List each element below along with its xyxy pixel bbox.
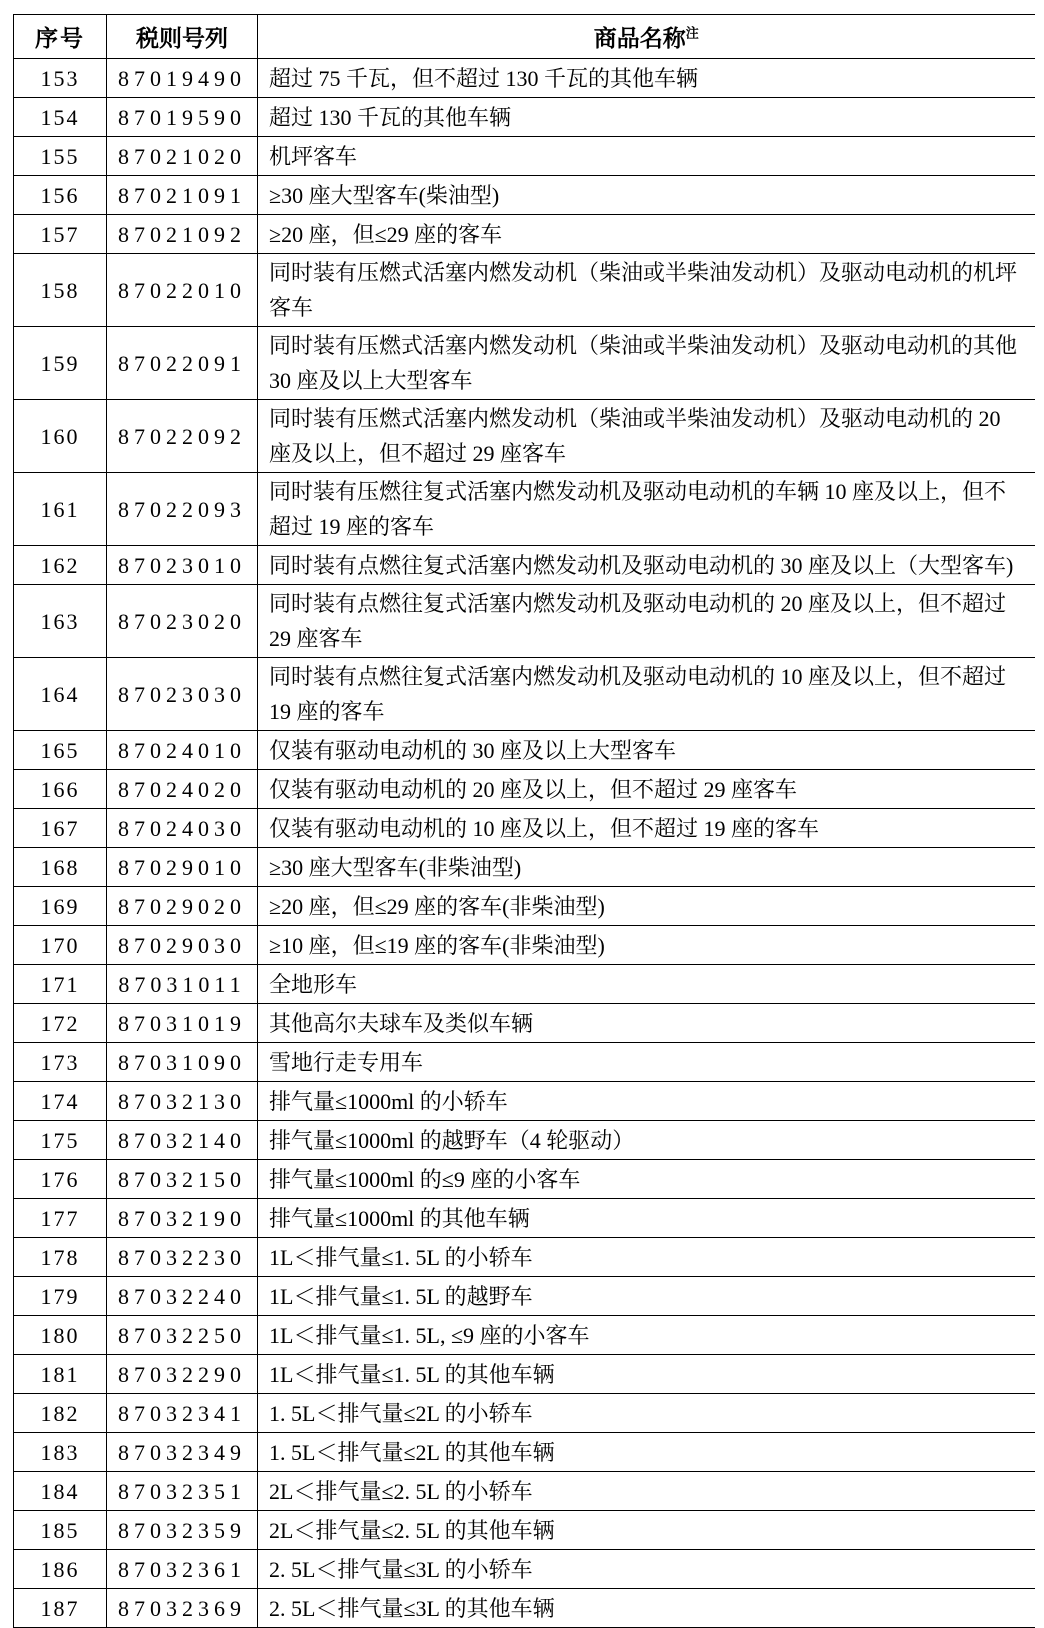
row-number: 185 — [14, 1511, 107, 1550]
tariff-code: 87021020 — [107, 137, 258, 176]
tariff-code: 87031011 — [107, 965, 258, 1004]
product-name: ≥20 座，但≤29 座的客车(非柴油型) — [258, 887, 1035, 926]
tariff-code: 87032190 — [107, 1199, 258, 1238]
table-row — [14, 1082, 1035, 1121]
tariff-code: 87032250 — [107, 1316, 258, 1355]
table-row — [14, 59, 1035, 98]
product-name: 同时装有点燃往复式活塞内燃发动机及驱动电动机的 20 座及以上，但不超过 29 座客车 — [258, 585, 1035, 658]
table-row — [14, 327, 1035, 400]
row-number: 164 — [14, 658, 107, 731]
row-number: 156 — [14, 176, 107, 215]
row-number: 155 — [14, 137, 107, 176]
table-row — [14, 1043, 1035, 1082]
row-number: 174 — [14, 1082, 107, 1121]
table-row — [14, 965, 1035, 1004]
product-name: 排气量≤1000ml 的其他车辆 — [258, 1199, 1035, 1238]
tariff-code: 87022010 — [107, 254, 258, 327]
tariff-code: 87029010 — [107, 848, 258, 887]
tariff-code: 87031090 — [107, 1043, 258, 1082]
product-name: 同时装有点燃往复式活塞内燃发动机及驱动电动机的 30 座及以上（大型客车) — [258, 546, 1035, 585]
row-number: 163 — [14, 585, 107, 658]
product-name: 同时装有压燃式活塞内燃发动机（柴油或半柴油发动机）及驱动电动机的其他 30 座及以上大型客车 — [258, 327, 1035, 400]
tariff-code: 87022092 — [107, 400, 258, 473]
table-row — [14, 400, 1035, 473]
table-row — [14, 546, 1035, 585]
table-row — [14, 1121, 1035, 1160]
product-name: 2. 5L＜排气量≤3L 的小轿车 — [258, 1550, 1035, 1589]
product-name: 仅装有驱动电动机的 20 座及以上，但不超过 29 座客车 — [258, 770, 1035, 809]
tariff-code: 87032351 — [107, 1472, 258, 1511]
row-number: 160 — [14, 400, 107, 473]
product-name: 超过 75 千瓦，但不超过 130 千瓦的其他车辆 — [258, 59, 1035, 98]
row-number: 154 — [14, 98, 107, 137]
product-name: 同时装有压燃往复式活塞内燃发动机及驱动电动机的车辆 10 座及以上，但不超过 19 座的客车 — [258, 473, 1035, 546]
tariff-code: 87029030 — [107, 926, 258, 965]
header-product-name — [258, 15, 1035, 59]
table-row — [14, 1199, 1035, 1238]
table-row — [14, 1355, 1035, 1394]
product-name: ≥10 座，但≤19 座的客车(非柴油型) — [258, 926, 1035, 965]
row-number: 159 — [14, 327, 107, 400]
table-row — [14, 770, 1035, 809]
row-number: 172 — [14, 1004, 107, 1043]
product-name: 1L＜排气量≤1. 5L 的越野车 — [258, 1277, 1035, 1316]
header-tariff-code: 税则号列 — [107, 15, 258, 59]
header-row — [14, 15, 1035, 59]
row-number: 168 — [14, 848, 107, 887]
table-row — [14, 1316, 1035, 1355]
tariff-code: 87019490 — [107, 59, 258, 98]
table-row — [14, 473, 1035, 546]
tariff-code: 87023010 — [107, 546, 258, 585]
table-row — [14, 98, 1035, 137]
product-name: 超过 130 千瓦的其他车辆 — [258, 98, 1035, 137]
tariff-code: 87019590 — [107, 98, 258, 137]
product-name: ≥30 座大型客车(柴油型) — [258, 176, 1035, 215]
table-row — [14, 1550, 1035, 1589]
product-name: ≥30 座大型客车(非柴油型) — [258, 848, 1035, 887]
tariff-code: 87021091 — [107, 176, 258, 215]
row-number: 167 — [14, 809, 107, 848]
table-row — [14, 215, 1035, 254]
tariff-code: 87031019 — [107, 1004, 258, 1043]
product-name: 同时装有压燃式活塞内燃发动机（柴油或半柴油发动机）及驱动电动机的 20 座及以上，但不超过 29 座客车 — [258, 400, 1035, 473]
header-serial-number: 序号 — [14, 15, 107, 59]
table-row — [14, 1238, 1035, 1277]
row-number: 166 — [14, 770, 107, 809]
table-row — [14, 731, 1035, 770]
table-row — [14, 1433, 1035, 1472]
row-number: 186 — [14, 1550, 107, 1589]
tariff-code: 87029020 — [107, 887, 258, 926]
table-row — [14, 585, 1035, 658]
row-number: 170 — [14, 926, 107, 965]
row-number: 187 — [14, 1589, 107, 1628]
table-row — [14, 658, 1035, 731]
product-name: 雪地行走专用车 — [258, 1043, 1035, 1082]
table-row — [14, 1472, 1035, 1511]
tariff-code: 87032369 — [107, 1589, 258, 1628]
tariff-code: 87024010 — [107, 731, 258, 770]
row-number: 153 — [14, 59, 107, 98]
row-number: 181 — [14, 1355, 107, 1394]
tariff-code: 87032150 — [107, 1160, 258, 1199]
row-number: 179 — [14, 1277, 107, 1316]
row-number: 177 — [14, 1199, 107, 1238]
product-name: 机坪客车 — [258, 137, 1035, 176]
header-product-name-text: 商品名称 — [593, 26, 686, 51]
product-name: 同时装有点燃往复式活塞内燃发动机及驱动电动机的 10 座及以上，但不超过 19 座的客车 — [258, 658, 1035, 731]
product-name: 排气量≤1000ml 的小轿车 — [258, 1082, 1035, 1121]
table-row — [14, 926, 1035, 965]
row-number: 175 — [14, 1121, 107, 1160]
tariff-code: 87024020 — [107, 770, 258, 809]
tariff-code: 87023020 — [107, 585, 258, 658]
table-body — [14, 59, 1035, 1628]
product-name: 2L＜排气量≤2. 5L 的其他车辆 — [258, 1511, 1035, 1550]
row-number: 161 — [14, 473, 107, 546]
row-number: 165 — [14, 731, 107, 770]
product-name: 1. 5L＜排气量≤2L 的其他车辆 — [258, 1433, 1035, 1472]
row-number: 158 — [14, 254, 107, 327]
row-number: 173 — [14, 1043, 107, 1082]
tariff-code: 87021092 — [107, 215, 258, 254]
table-row — [14, 1160, 1035, 1199]
table-row — [14, 176, 1035, 215]
table-row — [14, 848, 1035, 887]
tariff-code: 87032140 — [107, 1121, 258, 1160]
product-name: 1L＜排气量≤1. 5L, ≤9 座的小客车 — [258, 1316, 1035, 1355]
product-name: 其他高尔夫球车及类似车辆 — [258, 1004, 1035, 1043]
header-note-superscript: 注 — [685, 25, 699, 41]
tariff-code: 87032349 — [107, 1433, 258, 1472]
tariff-table — [13, 14, 1035, 1628]
tariff-code: 87032290 — [107, 1355, 258, 1394]
product-name: 排气量≤1000ml 的越野车（4 轮驱动） — [258, 1121, 1035, 1160]
tariff-code: 87032130 — [107, 1082, 258, 1121]
product-name: 1L＜排气量≤1. 5L 的其他车辆 — [258, 1355, 1035, 1394]
row-number: 176 — [14, 1160, 107, 1199]
row-number: 157 — [14, 215, 107, 254]
table-header — [14, 15, 1035, 59]
table-row — [14, 137, 1035, 176]
row-number: 171 — [14, 965, 107, 1004]
tariff-code: 87022093 — [107, 473, 258, 546]
row-number: 178 — [14, 1238, 107, 1277]
row-number: 182 — [14, 1394, 107, 1433]
product-name: ≥20 座，但≤29 座的客车 — [258, 215, 1035, 254]
product-name: 同时装有压燃式活塞内燃发动机（柴油或半柴油发动机）及驱动电动机的机坪客车 — [258, 254, 1035, 327]
product-name: 排气量≤1000ml 的≤9 座的小客车 — [258, 1160, 1035, 1199]
row-number: 169 — [14, 887, 107, 926]
table-row — [14, 254, 1035, 327]
row-number: 162 — [14, 546, 107, 585]
table-row — [14, 1511, 1035, 1550]
table-row — [14, 887, 1035, 926]
tariff-code: 87024030 — [107, 809, 258, 848]
row-number: 180 — [14, 1316, 107, 1355]
tariff-code: 87032341 — [107, 1394, 258, 1433]
table-row — [14, 1589, 1035, 1628]
product-name: 全地形车 — [258, 965, 1035, 1004]
product-name: 2. 5L＜排气量≤3L 的其他车辆 — [258, 1589, 1035, 1628]
tariff-code: 87032359 — [107, 1511, 258, 1550]
tariff-code: 87023030 — [107, 658, 258, 731]
table-row — [14, 1004, 1035, 1043]
product-name: 2L＜排气量≤2. 5L 的小轿车 — [258, 1472, 1035, 1511]
table-row — [14, 809, 1035, 848]
product-name: 仅装有驱动电动机的 10 座及以上，但不超过 19 座的客车 — [258, 809, 1035, 848]
tariff-code: 87032230 — [107, 1238, 258, 1277]
row-number: 183 — [14, 1433, 107, 1472]
table-row — [14, 1277, 1035, 1316]
product-name: 仅装有驱动电动机的 30 座及以上大型客车 — [258, 731, 1035, 770]
table-row — [14, 1394, 1035, 1433]
tariff-code: 87032361 — [107, 1550, 258, 1589]
product-name: 1L＜排气量≤1. 5L 的小轿车 — [258, 1238, 1035, 1277]
tariff-code: 87022091 — [107, 327, 258, 400]
tariff-code: 87032240 — [107, 1277, 258, 1316]
row-number: 184 — [14, 1472, 107, 1511]
product-name: 1. 5L＜排气量≤2L 的小轿车 — [258, 1394, 1035, 1433]
